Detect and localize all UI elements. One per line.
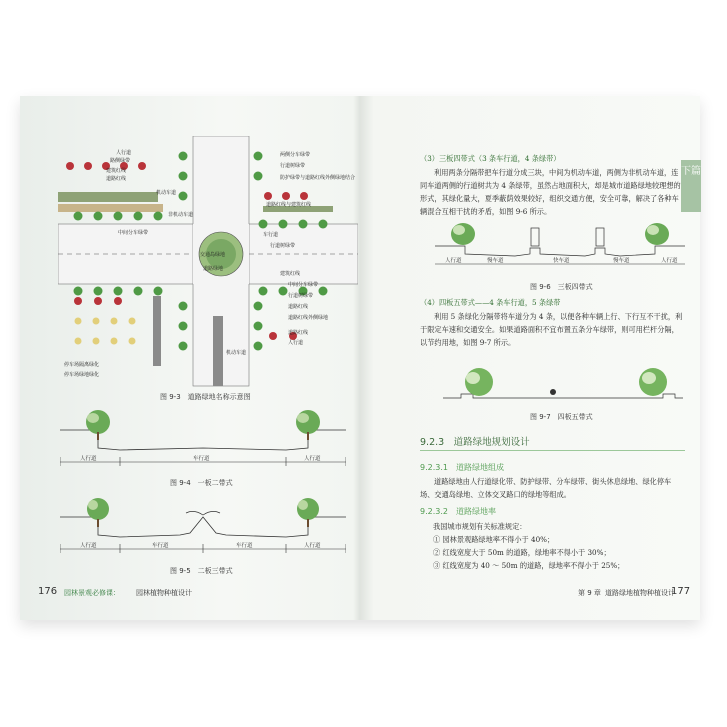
dim-label: 人行道 bbox=[445, 258, 462, 264]
paragraph-title: （4）四板五带式——4 条车行道，5 条绿带 bbox=[420, 298, 561, 307]
plan-label: 行道树绿带 bbox=[288, 293, 314, 299]
figure-caption: 图 9-5 二板三带式 bbox=[170, 567, 233, 575]
dim-label: 车行道 bbox=[152, 543, 169, 549]
paragraph-title: （3）三板四带式（3 条车行道，4 条绿带） bbox=[420, 154, 561, 163]
dim-label: 慢车道 bbox=[487, 258, 504, 264]
fig-9-4-section bbox=[60, 404, 346, 476]
chapter-side-tab: 下篇 bbox=[681, 160, 701, 212]
plan-label: 停车场隔离绿化 bbox=[64, 362, 100, 368]
plan-label: 人行道 bbox=[288, 340, 304, 346]
list-item: ③ 红线宽度为 40 ～ 50m 的道路，绿地率不得小于 25%； bbox=[433, 561, 625, 570]
plan-label: 道路红线 bbox=[288, 330, 309, 336]
paragraph: 我国城市规划有关标准规定： bbox=[433, 522, 527, 531]
page-number: 177 bbox=[671, 586, 691, 597]
plan-label: 交通岛绿地 bbox=[200, 252, 226, 258]
dim-label: 人行道 bbox=[304, 456, 321, 462]
plan-label: 道路绿地 bbox=[203, 266, 224, 272]
fig-9-3-road-plan bbox=[58, 136, 358, 391]
figure-caption: 图 9-4 一板二带式 bbox=[170, 479, 233, 487]
section-heading: 9.2.3 道路绿地规划设计 bbox=[420, 437, 530, 448]
dim-label: 快车道 bbox=[553, 258, 570, 264]
plan-label: 防护绿带与道路红线外侧绿地结合 bbox=[280, 175, 356, 181]
running-head-title: 园林植物种植设计 bbox=[136, 589, 192, 597]
plan-label: 中间分车绿带 bbox=[288, 282, 319, 288]
plan-label: 中间分车绿带 bbox=[118, 230, 149, 236]
page-number: 176 bbox=[38, 586, 58, 597]
plan-label: 非机动车道 bbox=[168, 212, 194, 218]
plan-label: 道路红线 bbox=[288, 304, 309, 310]
figure-caption: 图 9-7 四板五带式 bbox=[530, 413, 593, 421]
plan-label: 路侧绿带 bbox=[110, 158, 131, 164]
right-page bbox=[365, 96, 700, 620]
figure-caption: 图 9-6 三板四带式 bbox=[530, 283, 593, 291]
plan-label: 建筑红线 bbox=[280, 271, 301, 277]
plan-label: 停车场绿地绿化 bbox=[64, 372, 100, 378]
dim-label: 车行道 bbox=[236, 543, 253, 549]
divider bbox=[420, 450, 685, 451]
left-page bbox=[20, 96, 362, 620]
running-head-chapter: 第 9 章 bbox=[578, 589, 601, 597]
plan-label: 行道树绿带 bbox=[270, 243, 296, 249]
dim-label: 人行道 bbox=[80, 456, 97, 462]
fig-9-7-section bbox=[443, 358, 683, 410]
fig-9-6-section bbox=[435, 214, 685, 276]
figure-caption: 图 9-3 道路绿地名称示意图 bbox=[160, 393, 251, 401]
running-head-title: 道路绿地植物种植设计 bbox=[605, 589, 675, 597]
plan-label: 道路红线外侧绿地 bbox=[288, 315, 329, 321]
subsection-heading: 9.2.3.1 道路绿地组成 bbox=[420, 463, 504, 472]
list-item: ① 园林景观路绿地率不得小于 40%； bbox=[433, 535, 555, 544]
plan-label: 两侧分车绿带 bbox=[280, 152, 311, 158]
paragraph: 利用 5 条绿化分隔带将车道分为 4 条，以便各种车辆上行、下行互不干扰，利于限定车速和交通安全。如果道路面积不宜布置五条分车绿带，则可用栏杆分隔，以节约用地，如图 9-7 所示。 bbox=[420, 312, 683, 347]
plan-label: 道路红线与建筑红线 bbox=[266, 202, 312, 208]
list-item: ② 红线宽度大于 50m 的道路，绿地率不得小于 30%； bbox=[433, 548, 611, 557]
fig-9-5-section bbox=[60, 491, 346, 563]
dim-label: 人行道 bbox=[80, 543, 97, 549]
paragraph: 利用两条分隔带把车行道分成三块，中间为机动车道，两侧为非机动车道，连同车道两侧的行道树共为 4 条绿带，虽然占地面积大，却是城市道路绿地较理想的形式，其绿化量大，夏季蔽荫效果较好，组织交通方便，安全可靠，解决了各种车辆混合互相干扰的矛盾，如图 9-6 所示。 bbox=[420, 168, 681, 216]
dim-label: 人行道 bbox=[304, 543, 321, 549]
plan-label: 车行道 bbox=[263, 232, 279, 238]
plan-label: 机动车道 bbox=[226, 350, 247, 356]
dim-label: 慢车道 bbox=[613, 258, 630, 264]
plan-label: 机动车道 bbox=[156, 190, 177, 196]
plan-label: 行道树绿带 bbox=[280, 163, 306, 169]
plan-label: 人行道 bbox=[116, 150, 132, 156]
paragraph: 道路绿地由人行道绿化带、防护绿带、分车绿带、街头休息绿地、绿化停车场、交通岛绿地、立体交叉路口的绿地等组成。 bbox=[420, 477, 672, 499]
dim-label: 人行道 bbox=[661, 258, 678, 264]
running-head-series: 园林景观必修课： bbox=[64, 589, 120, 597]
plan-label: 道路红线 bbox=[106, 176, 127, 182]
plan-label: 建筑红线 bbox=[106, 168, 127, 174]
subsection-heading: 9.2.3.2 道路绿地率 bbox=[420, 507, 496, 516]
dim-label: 车行道 bbox=[193, 456, 210, 462]
